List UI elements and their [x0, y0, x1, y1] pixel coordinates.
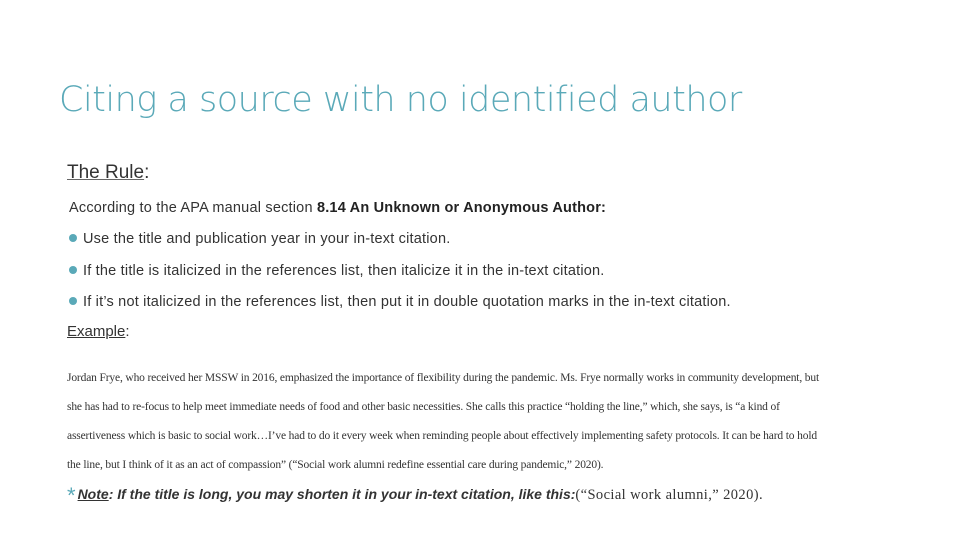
bullet-dot-icon: [69, 297, 77, 305]
note: [67, 483, 763, 509]
bullet-text: Use the title and publication year in your in-text citation.: [83, 231, 451, 247]
bullet-item: [69, 294, 731, 310]
rule-intro: [69, 200, 606, 216]
bullet-dot-icon: [69, 234, 77, 242]
example-line: she has had to re-focus to help meet immediate needs of food and other basic necessities. She calls this practice “holding the line,” which, she says, is “a kind of: [67, 401, 780, 413]
example-line: Jordan Frye, who received her MSSW in 2016, emphasized the importance of flexibility during the pandemic. Ms. Frye normally works in community development, but: [67, 372, 820, 384]
bullet-text: If it’s not italicized in the references list, then put it in double quotation marks in the in-text citation.: [83, 294, 731, 310]
bullet-text: If the title is italicized in the references list, then italicize it in the in-text citation.: [83, 263, 605, 279]
rule-heading-colon: :: [144, 162, 150, 183]
rule-intro-text: According to the APA manual section: [69, 200, 317, 216]
note-text: : If the title is long, you may shorten it in your in-text citation, like this:: [108, 486, 576, 502]
note-label: Note: [77, 486, 109, 502]
rule-heading: [67, 162, 149, 184]
bullet-item: [69, 231, 450, 247]
example-paragraph: [67, 364, 897, 480]
slide-title: Citing a source with no identified author: [59, 80, 742, 120]
example-heading-colon: :: [125, 323, 130, 340]
bullet-dot-icon: [69, 266, 77, 274]
note-citation: (“Social work alumni,” 2020).: [575, 487, 763, 503]
rule-intro-section: 8.14 An Unknown or Anonymous Author:: [316, 200, 607, 216]
bullet-item: [69, 263, 605, 279]
example-heading: [67, 323, 130, 340]
rule-heading-label: The Rule: [67, 162, 145, 183]
note-asterisk: *: [67, 483, 76, 508]
example-line: assertiveness which is basic to social work…I’ve had to do it every week when reminding people about effectively implementing safety protocols. It can be hard to hold: [67, 430, 817, 442]
example-line: the line, but I think of it as an act of compassion” (“Social work alumni redefine essential care during pandemic,” 2020).: [67, 459, 604, 471]
example-heading-label: Example: [67, 323, 126, 340]
